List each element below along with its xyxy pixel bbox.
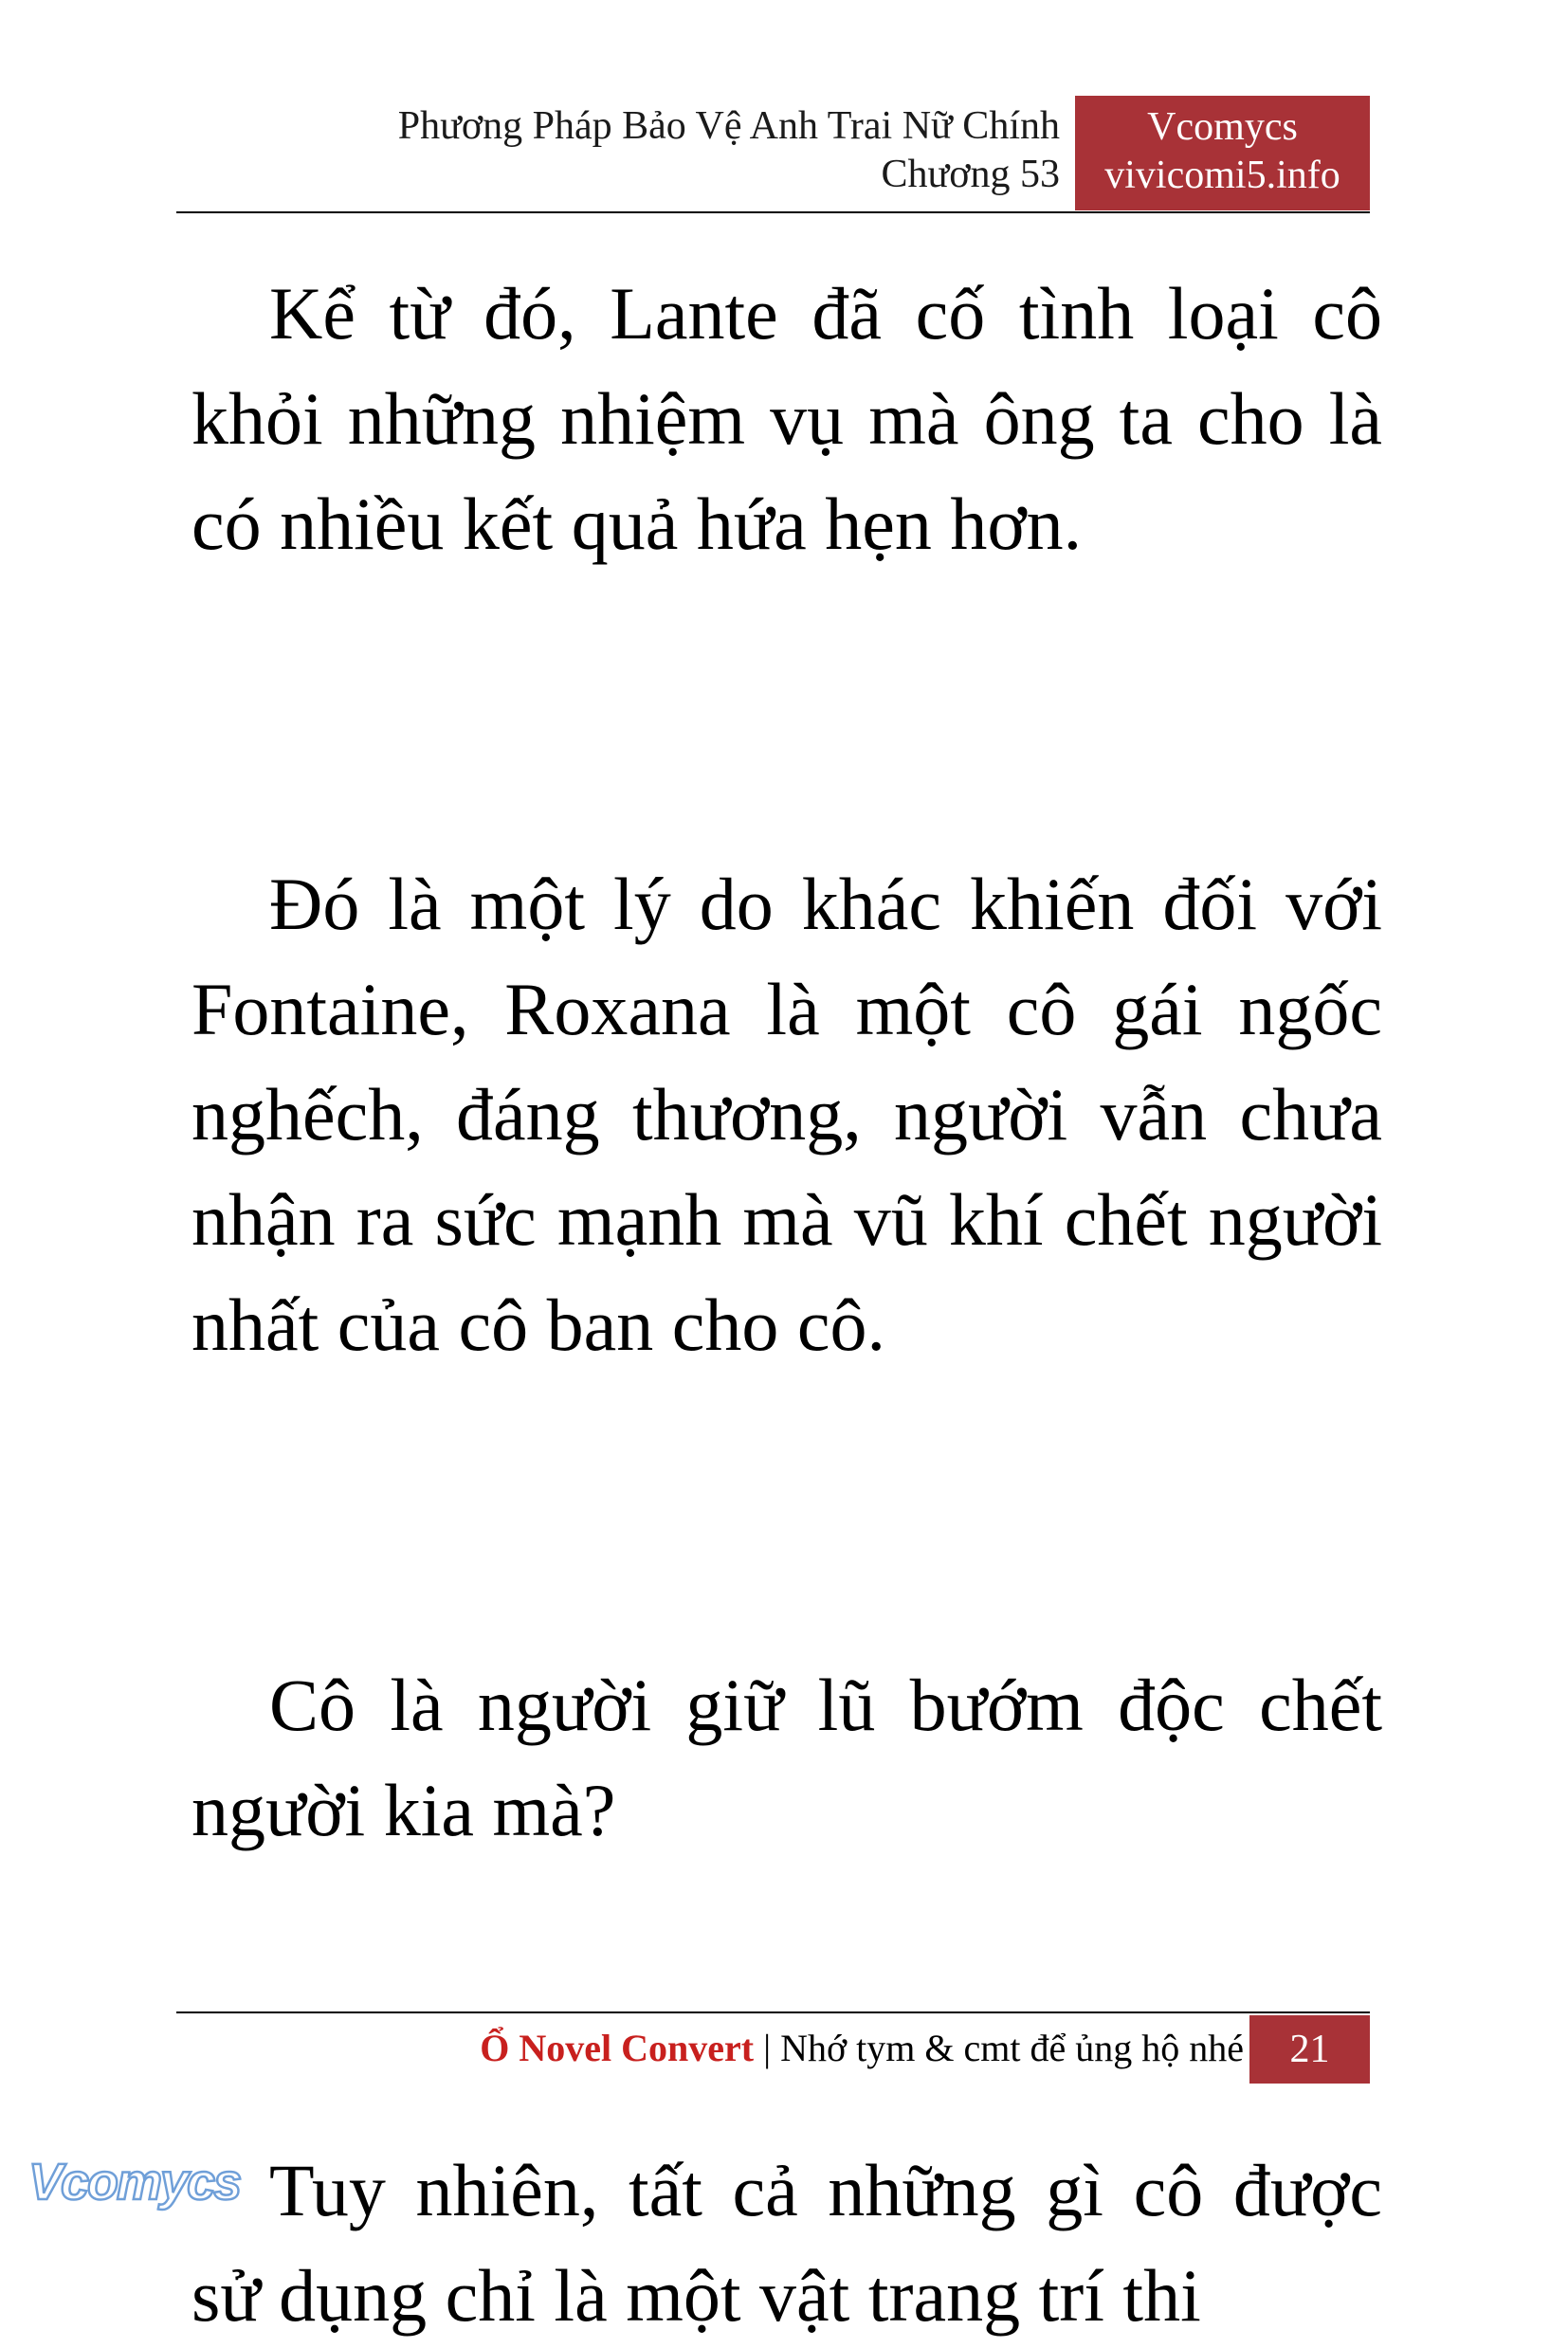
watermark-logo — [25, 2150, 243, 2216]
footer-brand: Ổ Novel Convert — [480, 2027, 755, 2069]
page-number: 21 — [1249, 2015, 1370, 2084]
footer-divider — [176, 2011, 1370, 2013]
paragraph: Đó là một lý do khác khiến đối với Fontaine, Roxana là một cô gái ngốc nghếch, đáng thương, người vẫn chưa nhận ra sức mạnh mà vũ khí chết người nhất của cô ban cho cô. — [191, 863, 1382, 1366]
running-header — [207, 102, 1060, 199]
header-badge-line1: Vcomycs — [1147, 105, 1298, 149]
header-badge — [1075, 96, 1370, 210]
book-title: Phương Pháp Bảo Vệ Anh Trai Nữ Chính — [397, 104, 1060, 148]
paragraph: Cô là người giữ lũ bướm độc chết người kia mà? — [191, 1664, 1382, 1851]
footer-note: Nhớ tym & cmt để ủng hộ nhé — [780, 2027, 1244, 2069]
header-divider — [176, 211, 1370, 213]
chapter-label: Chương 53 — [881, 153, 1060, 196]
header-badge-line2: vivicomi5.info — [1104, 154, 1340, 197]
running-footer — [296, 2022, 1244, 2075]
paragraph: Tuy nhiên, tất cả những gì cô được sử dụng chỉ là một vật trang trí thi — [191, 2149, 1382, 2337]
paragraph: Kể từ đó, Lante đã cố tình loại cô khỏi những nhiệm vụ mà ông ta cho là có nhiều kết quả hứa hẹn hơn. — [191, 272, 1382, 565]
footer-separator: | — [763, 2027, 772, 2069]
watermark-logo-text: Vcomycs — [28, 2154, 241, 2211]
